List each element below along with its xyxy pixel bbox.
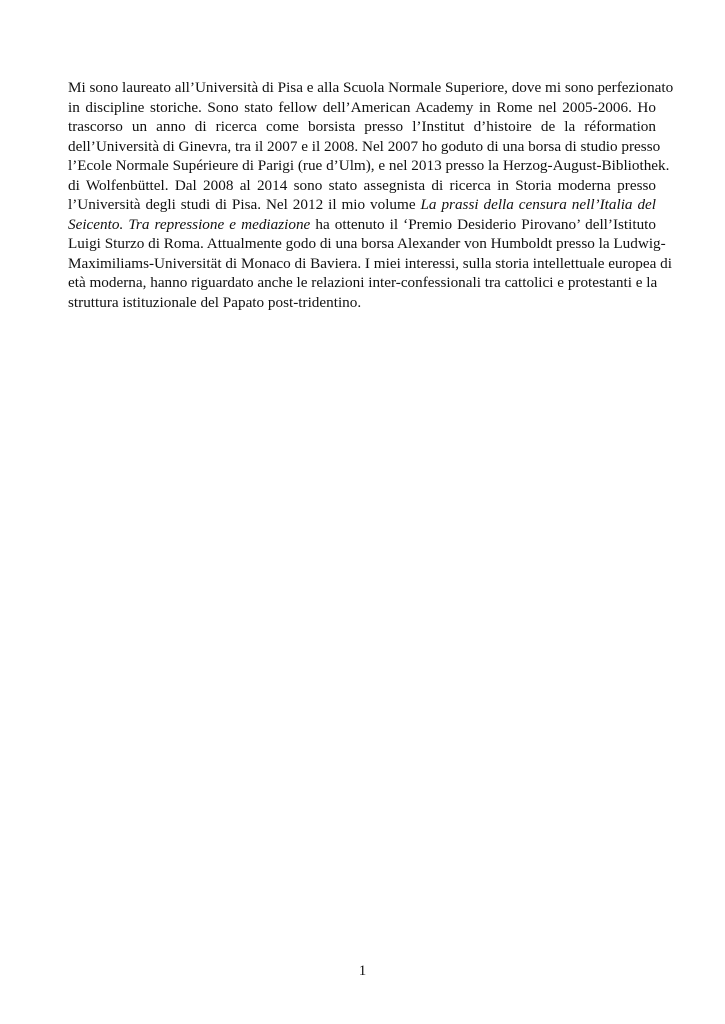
paragraph-line: l’Ecole Normale Supérieure di Parigi (rue d’Ulm), e nel 2013 presso la Herzog-August-Bibliothek.	[68, 157, 670, 174]
paragraph-line: trascorso un anno di ricerca come borsista presso l’Institut d’histoire de la réformation	[68, 118, 656, 135]
paragraph-line	[68, 195, 656, 215]
line-text: l’Università degli studi di Pisa. Nel 2012 il mio volume	[68, 196, 421, 213]
book-title-italic: Seicento. Tra repressione e mediazione	[68, 215, 311, 233]
paragraph-line	[68, 215, 656, 235]
line-text: ha ottenuto il ‘Premio Desiderio Pirovano’ dell’Istituto	[310, 215, 656, 233]
paragraph-line: struttura istituzionale del Papato post-tridentino.	[68, 293, 362, 311]
paragraph-line: età moderna, hanno riguardato anche le relazioni inter-confessionali tra cattolici e protestanti e la	[68, 274, 658, 291]
book-title-italic: La prassi della censura nell’Italia del	[420, 196, 656, 213]
paragraph-line: in discipline storiche. Sono stato fellow dell’American Academy in Rome nel 2005-2006. Ho	[68, 98, 656, 116]
paragraph-line: Mi sono laureato all’Università di Pisa e alla Scuola Normale Superiore, dove mi sono perfezionato	[68, 79, 674, 96]
body-paragraph	[68, 78, 674, 312]
page-number: 1	[358, 963, 367, 979]
paragraph-line: dell’Università di Ginevra, tra il 2007 e il 2008. Nel 2007 ho goduto di una borsa di studio presso	[68, 137, 661, 155]
paragraph-line: Maximiliams-Universität di Monaco di Baviera. I miei interessi, sulla storia intellettuale europea di	[68, 254, 672, 272]
paragraph-line: di Wolfenbüttel. Dal 2008 al 2014 sono stato assegnista di ricerca in Storia moderna presso	[68, 176, 656, 194]
paragraph-line: Luigi Sturzo di Roma. Attualmente godo di una borsa Alexander von Humboldt presso la Ludwig-	[68, 235, 666, 252]
